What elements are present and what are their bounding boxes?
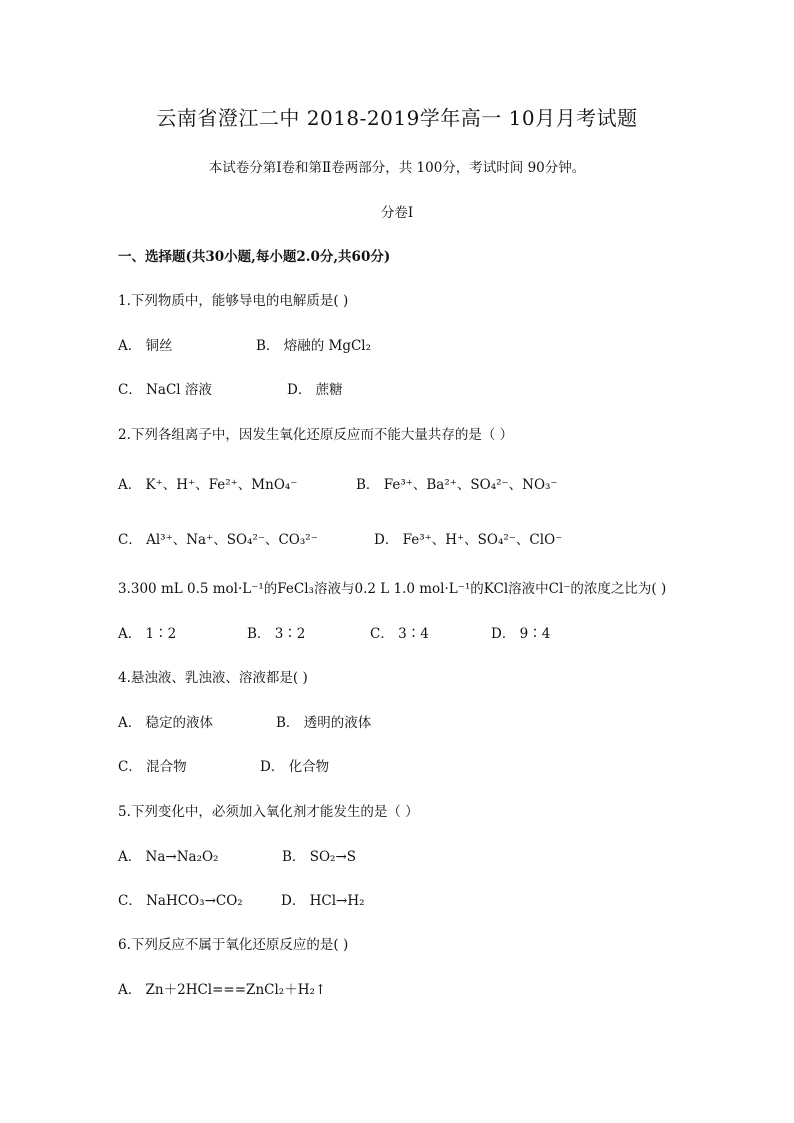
question-2-option-b: B． Fe³⁺、Ba²⁺、SO₄²⁻、NO₃⁻ [356,477,558,493]
question-4-option-a: A． 稳定的液体 [118,715,214,731]
question-3-option-b: B． 3∶2 [247,626,306,642]
exam-intro: 本试卷分第Ⅰ卷和第Ⅱ卷两部分，共 100分，考试时间 90分钟。 [208,160,586,176]
part-heading: 分卷Ⅰ [380,205,414,221]
question-4-option-c: C． 混合物 [118,759,187,775]
question-1-option-b: B． 熔融的 MgCl₂ [256,338,372,354]
question-3-stem: 3.300 mL 0.5 mol·L⁻¹的FeCl₃溶液与0.2 L 1.0 mol·L⁻¹的KCl溶液中Cl⁻的浓度之比为( ) [118,581,667,597]
question-2-option-a: A． K⁺、H⁺、Fe²⁺、MnO₄⁻ [118,477,298,493]
question-3-option-d: D． 9∶4 [491,626,551,642]
question-1-option-c: C． NaCl 溶液 [118,382,212,398]
question-1-option-a: A． 铜丝 [118,338,173,354]
question-5-option-c: C． NaHCO₃→CO₂ [118,893,243,909]
question-6-option-a: A． Zn＋2HCl===ZnCl₂＋H₂↑ [118,982,327,998]
question-2-option-c: C． Al³⁺、Na⁺、SO₄²⁻、CO₃²⁻ [118,532,318,548]
question-5-stem: 5.下列变化中，必须加入氧化剂才能发生的是（ ） [118,804,419,820]
question-5-option-a: A． Na→Na₂O₂ [118,849,219,865]
question-5-option-d: D． HCl→H₂ [281,893,365,909]
question-4-stem: 4.悬浊液、乳浊液、溶液都是( ) [118,670,308,686]
question-3-option-c: C． 3∶4 [370,626,429,642]
question-4-option-b: B． 透明的液体 [276,715,372,731]
question-3-option-a: A． 1∶2 [118,626,177,642]
question-1-option-d: D． 蔗糖 [287,382,343,398]
question-6-stem: 6.下列反应不属于氧化还原反应的是( ) [118,937,349,953]
question-5-option-b: B． SO₂→S [282,849,356,865]
page-title: 云南省澄江二中 2018-2019学年高一 10月月考试题 [156,106,638,130]
question-2-stem: 2.下列各组离子中，因发生氧化还原反应而不能大量共存的是（ ） [118,427,514,443]
question-2-option-d: D． Fe³⁺、H⁺、SO₄²⁻、ClO⁻ [374,532,563,548]
question-1-stem: 1.下列物质中，能够导电的电解质是( ) [118,293,349,309]
question-4-option-d: D． 化合物 [260,759,330,775]
section-heading: 一、选择题(共30小题,每小题2.0分,共60分) [118,249,391,265]
